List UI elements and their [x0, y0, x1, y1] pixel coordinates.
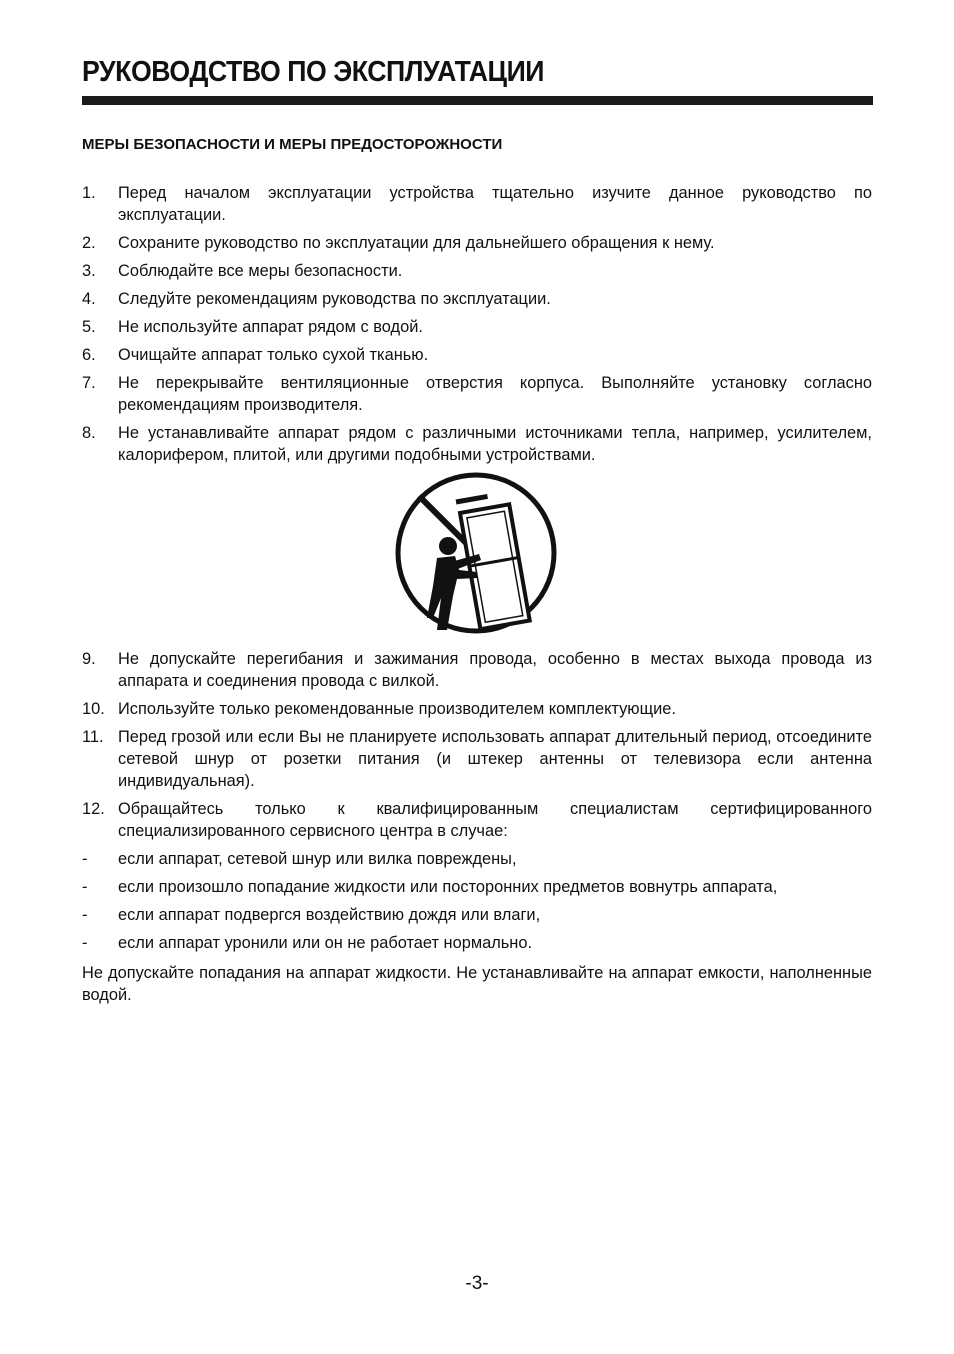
- item-number: 5.: [82, 318, 96, 336]
- list-item: [82, 904, 872, 926]
- item-text: Очищайте аппарат только сухой тканью.: [118, 346, 429, 364]
- title-rule: [82, 96, 873, 105]
- item-text: Не устанавливайте аппарат рядом с различными источниками тепла, например, усилителем, калорифером, плитой, или другими подобными устройствами.: [118, 424, 872, 464]
- list-item: [82, 422, 872, 466]
- item-text: если аппарат подвергся воздействию дождя или влаги,: [118, 906, 541, 924]
- list-item: [82, 316, 872, 338]
- item-text: Не используйте аппарат рядом с водой.: [118, 318, 423, 336]
- item-text: Перед грозой или если Вы не планируете использовать аппарат длительный период, отсоедините сетевой шнур от розетки питания (и штекер антенны от телевизора если антенна индивидуальная).: [118, 728, 872, 790]
- item-bullet: -: [82, 906, 88, 924]
- closing-paragraph: Не допускайте попадания на аппарат жидкости. Не устанавливайте на аппарат емкости, наполненные водой.: [82, 964, 872, 1004]
- page-title: РУКОВОДСТВО ПО ЭКСПЛУАТАЦИИ: [82, 56, 545, 88]
- list-item: [82, 344, 872, 366]
- item-bullet: -: [82, 850, 88, 868]
- item-number: 3.: [82, 262, 96, 280]
- item-text: Сохраните руководство по эксплуатации для дальнейшего обращения к нему.: [118, 234, 715, 252]
- item-number: 12.: [82, 800, 105, 818]
- item-text: Следуйте рекомендациям руководства по эксплуатации.: [118, 290, 551, 308]
- list-item: [82, 648, 872, 692]
- item-text: Не перекрывайте вентиляционные отверстия корпуса. Выполняйте установку согласно рекомендациям производителя.: [118, 374, 872, 414]
- item-text: Перед началом эксплуатации устройства тщательно изучите данное руководство по эксплуатации.: [118, 184, 872, 224]
- item-text: если произошло попадание жидкости или посторонних предметов вовнутрь аппарата,: [118, 878, 778, 896]
- item-number: 8.: [82, 424, 96, 442]
- item-number: 7.: [82, 374, 96, 392]
- list-item: [82, 876, 872, 898]
- list-item: [82, 260, 872, 282]
- item-bullet: -: [82, 934, 88, 952]
- list-item: [82, 932, 872, 954]
- item-text: Не допускайте перегибания и зажимания провода, особенно в местах выхода провода из аппарата и соединения провода с вилкой.: [118, 650, 872, 690]
- item-number: 11.: [82, 728, 104, 746]
- no-tipping-warning-icon: [393, 470, 559, 636]
- list-item: [82, 232, 872, 254]
- list-item: [82, 798, 872, 842]
- item-text: Соблюдайте все меры безопасности.: [118, 262, 403, 280]
- item-text: если аппарат уронили или он не работает нормально.: [118, 934, 533, 952]
- list-item: [82, 182, 872, 226]
- list-item: [82, 726, 872, 792]
- list-item: [82, 848, 872, 870]
- list-item: [82, 372, 872, 416]
- safety-list-part-2: [82, 648, 872, 960]
- item-number: 1.: [82, 184, 96, 202]
- list-item: [82, 698, 872, 720]
- item-text: Обращайтесь только к квалифицированным специалистам сертифицированного специализированного сервисного центра в случае:: [118, 800, 872, 840]
- item-number: 10.: [82, 700, 105, 718]
- page-number: -3-: [465, 1273, 489, 1294]
- safety-list-part-1: [82, 182, 872, 472]
- item-text: Используйте только рекомендованные производителем комплектующие.: [118, 700, 676, 718]
- item-number: 2.: [82, 234, 96, 252]
- item-number: 6.: [82, 346, 96, 364]
- item-bullet: -: [82, 878, 88, 896]
- list-item: [82, 288, 872, 310]
- item-text: если аппарат, сетевой шнур или вилка повреждены,: [118, 850, 517, 868]
- item-number: 4.: [82, 290, 96, 308]
- section-heading: МЕРЫ БЕЗОПАСНОСТИ И МЕРЫ ПРЕДОСТОРОЖНОСТИ: [82, 136, 503, 153]
- item-number: 9.: [82, 650, 96, 668]
